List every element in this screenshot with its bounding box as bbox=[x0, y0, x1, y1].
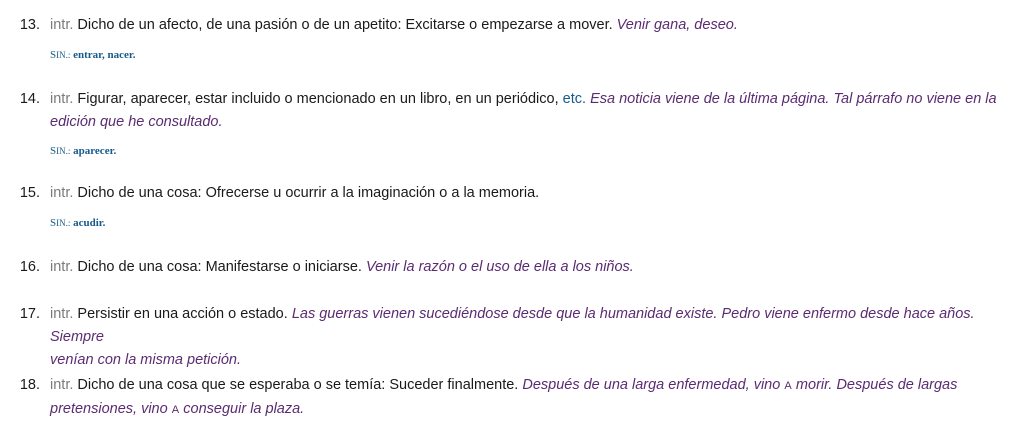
category-abbr[interactable]: intr. bbox=[50, 91, 74, 107]
entry-number: 13. bbox=[19, 17, 40, 33]
category-abbr[interactable]: intr. bbox=[50, 377, 74, 393]
example-text: Esa noticia viene de la última página. Tal párrafo no viene en la bbox=[590, 91, 997, 107]
example-text bbox=[522, 377, 957, 393]
entry-number: 14. bbox=[19, 91, 40, 107]
synonym-links[interactable]: acudir. bbox=[73, 217, 106, 229]
example-text: Venir gana, deseo. bbox=[616, 17, 738, 33]
definition-text: Dicho de una cosa que se esperaba o se temía: Suceder finalmente. bbox=[77, 377, 519, 393]
example-part: conseguir la plaza. bbox=[183, 401, 305, 417]
definition-text: Dicho de una cosa: Manifestarse o iniciarse. bbox=[77, 259, 362, 275]
example-part: Después de una larga enfermedad, vino bbox=[522, 377, 781, 393]
example-part: pretensiones, vino bbox=[50, 401, 168, 417]
category-abbr[interactable]: intr. bbox=[50, 17, 74, 33]
synonyms-line bbox=[50, 216, 105, 230]
example-part: morir. Después de largas bbox=[795, 377, 958, 393]
example-text-continued: venían con la misma petición. bbox=[50, 352, 242, 368]
etc-link[interactable]: etc. bbox=[562, 91, 587, 107]
entry-number: 15. bbox=[19, 185, 40, 201]
synonym-label: SIN.: bbox=[50, 145, 71, 157]
example-text-continued: edición que he consultado. bbox=[50, 114, 223, 130]
example-text: Venir la razón o el uso de ella a los niños. bbox=[365, 259, 634, 275]
example-text-continued bbox=[50, 401, 304, 417]
synonym-links[interactable]: entrar, nacer. bbox=[73, 49, 136, 61]
synonym-links[interactable]: aparecer. bbox=[73, 145, 117, 157]
category-abbr[interactable]: intr. bbox=[50, 185, 74, 201]
preposition-smallcaps: A bbox=[171, 404, 180, 416]
definition-text: Figurar, aparecer, estar incluido o mencionado en un libro, en un periódico, bbox=[77, 91, 559, 107]
definition-text: Dicho de una cosa: Ofrecerse u ocurrir a la imaginación o a la memoria. bbox=[77, 185, 540, 201]
synonyms-line bbox=[50, 48, 136, 62]
entry-body bbox=[50, 88, 1005, 134]
entry-number: 17. bbox=[19, 306, 40, 322]
entry-body bbox=[50, 303, 1005, 372]
synonyms-line bbox=[50, 144, 116, 158]
category-abbr[interactable]: intr. bbox=[50, 259, 74, 275]
entry-body bbox=[50, 256, 1005, 279]
definition-text: Persistir en una acción o estado. bbox=[77, 306, 288, 322]
definition-text: Dicho de un afecto, de una pasión o de un apetito: Excitarse o empezarse a mover. bbox=[77, 17, 613, 33]
entry-body bbox=[50, 182, 1005, 205]
preposition-smallcaps: A bbox=[784, 380, 792, 392]
synonym-label: SIN.: bbox=[50, 49, 71, 61]
entry-number: 18. bbox=[19, 377, 40, 393]
synonym-label: SIN.: bbox=[50, 217, 71, 229]
entry-body bbox=[50, 374, 1005, 422]
entry-body bbox=[50, 14, 1005, 37]
example-text: Las guerras vienen sucediéndose desde que la humanidad existe. Pedro viene enfermo desde hace años. Siempre bbox=[50, 306, 975, 345]
entry-number: 16. bbox=[19, 259, 40, 275]
category-abbr[interactable]: intr. bbox=[50, 306, 74, 322]
